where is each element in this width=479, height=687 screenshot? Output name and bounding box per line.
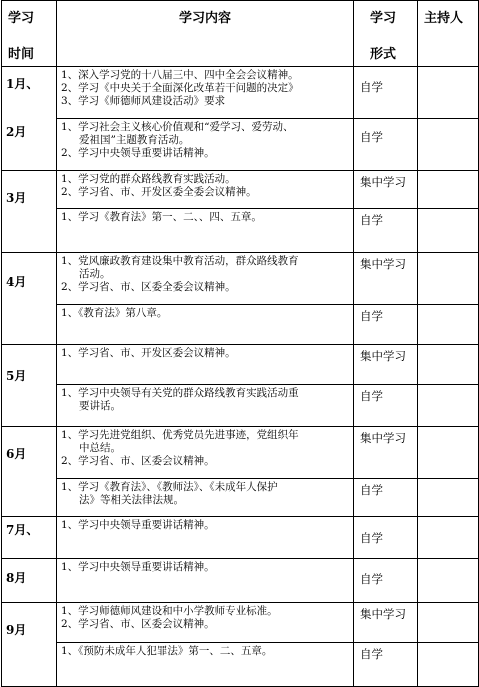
list-item: 1、学习党的群众路线教育实践活动。 [61, 173, 236, 185]
header-content-cell [57, 1, 354, 67]
month-label: 7月、 [6, 523, 39, 537]
header-host-cell [418, 1, 479, 67]
content-cell [57, 427, 354, 479]
form-cell [354, 67, 418, 119]
content-cell [57, 171, 354, 209]
header-row [2, 1, 479, 67]
month-cell [2, 517, 57, 559]
host-cell [418, 67, 479, 119]
list-item: 1、党风廉政教育建设集中教育活动，群众路线教育 [61, 255, 299, 267]
month-label: 2月 [6, 125, 27, 139]
form-value: 自学 [360, 572, 383, 586]
content-cell [57, 209, 354, 253]
form-cell [354, 253, 418, 305]
table-row [2, 67, 479, 119]
list-item: 1、学习中央领导有关党的群众路线教育实践活动重 [61, 387, 299, 399]
content-cell [57, 479, 354, 517]
form-value: 自学 [360, 130, 383, 144]
month-label: 1月、 [6, 77, 39, 91]
form-cell [354, 385, 418, 427]
host-cell [418, 385, 479, 427]
table-row [2, 385, 479, 427]
form-cell [354, 427, 418, 479]
header-host: 主持人 [424, 11, 464, 26]
content-cell [57, 517, 354, 559]
form-cell [354, 559, 418, 603]
list-item: 2、学习中央领导重要讲话精神。 [61, 147, 215, 159]
list-item: 1、学习中央领导重要讲话精神。 [61, 561, 215, 573]
table-row [2, 517, 479, 559]
form-value: 自学 [360, 531, 383, 545]
content-cell [57, 119, 354, 171]
form-value: 自学 [360, 309, 383, 323]
form-value: 自学 [360, 80, 383, 94]
form-value: 自学 [360, 647, 383, 661]
month-label: 4月 [6, 275, 27, 289]
host-cell [418, 559, 479, 603]
table-row [2, 643, 479, 687]
month-label: 8月 [6, 571, 27, 585]
host-cell [418, 479, 479, 517]
form-cell [354, 119, 418, 171]
table-row [2, 345, 479, 385]
content-cell [57, 643, 354, 687]
content-cell [57, 345, 354, 385]
list-item: 1、学习先进党组织、优秀党员先进事迹，党组织年 [61, 429, 299, 441]
month-label: 3月 [6, 191, 27, 205]
list-item: 2、学习省、市、开发区委全委会议精神。 [61, 186, 257, 198]
month-cell [2, 427, 57, 517]
list-item: 2、学习省、市、区委全委会议精神。 [61, 281, 236, 293]
content-cell [57, 253, 354, 305]
table-row [2, 171, 479, 209]
form-value: 集中学习 [360, 175, 406, 189]
header-time-line1: 学习 [8, 11, 35, 26]
form-cell [354, 643, 418, 687]
host-cell [418, 517, 479, 559]
list-item: 1、学习省、市、开发区委会议精神。 [61, 347, 236, 359]
form-cell [354, 171, 418, 209]
list-item: 活动。 [79, 268, 111, 280]
list-item: 1、学习中央领导重要讲话精神。 [61, 519, 215, 531]
table-row [2, 305, 479, 345]
content-cell [57, 385, 354, 427]
header-form-cell [354, 1, 418, 67]
form-value: 集中学习 [360, 349, 406, 363]
list-item: 2、学习《中央关于全面深化改革若干问题的决定》 [61, 82, 299, 94]
table-row [2, 119, 479, 171]
month-cell [2, 345, 57, 427]
list-item: 2、学习省、市、区委会议精神。 [61, 618, 215, 630]
host-cell [418, 253, 479, 305]
form-cell [354, 479, 418, 517]
list-item: 3、学习《师德师风建设活动》要求 [61, 95, 226, 107]
header-time-line2: 时间 [8, 47, 35, 62]
month-cell [2, 559, 57, 603]
list-item: 1、《教育法》第八章。 [61, 307, 168, 319]
host-cell [418, 643, 479, 687]
table-row [2, 209, 479, 253]
form-cell [354, 305, 418, 345]
table-row [2, 559, 479, 603]
list-item: 中总结。 [79, 442, 121, 454]
list-item: 要讲话。 [79, 400, 121, 412]
list-item: 2、学习省、市、区委会议精神。 [61, 455, 215, 467]
month-cell [2, 171, 57, 253]
month-cell [2, 253, 57, 345]
list-item: 1、深入学习党的十八届三中、四中全会会议精神。 [61, 69, 299, 81]
form-value: 集中学习 [360, 431, 406, 445]
form-cell [354, 345, 418, 385]
table-row [2, 603, 479, 643]
month-label: 9月 [6, 623, 27, 637]
month-label: 6月 [6, 447, 27, 461]
month-label: 5月 [6, 369, 27, 383]
content-cell [57, 305, 354, 345]
content-cell [57, 67, 354, 119]
list-item: 1、学习社会主义核心价值观和“爱学习、爱劳动、 [61, 121, 294, 133]
form-value: 自学 [360, 483, 383, 497]
table-row [2, 479, 479, 517]
host-cell [418, 427, 479, 479]
list-item: 1、学习师德师风建设和中小学教师专业标准。 [61, 605, 278, 617]
header-content: 学习内容 [178, 11, 231, 26]
content-cell [57, 559, 354, 603]
list-item: 爱祖国”主题教育活动。 [79, 134, 190, 146]
form-cell [354, 603, 418, 643]
host-cell [418, 119, 479, 171]
host-cell [418, 305, 479, 345]
list-item: 1、学习《教育法》、《教师法》、《未成年人保护 [61, 481, 278, 493]
host-cell [418, 209, 479, 253]
month-cell [2, 603, 57, 687]
form-value: 自学 [360, 389, 383, 403]
form-value: 集中学习 [360, 257, 406, 271]
month-cell [2, 67, 57, 171]
content-cell [57, 603, 354, 643]
list-item: 法》等相关法律法规。 [79, 494, 184, 506]
list-item: 1、学习《教育法》第一、二、、四、五章。 [61, 211, 262, 223]
form-cell [354, 517, 418, 559]
header-form-line2: 形式 [370, 47, 397, 62]
host-cell [418, 171, 479, 209]
form-value: 自学 [360, 213, 383, 227]
header-time-cell [2, 1, 57, 67]
table-row [2, 253, 479, 305]
host-cell [418, 345, 479, 385]
host-cell [418, 603, 479, 643]
header-form-line1: 学习 [370, 11, 397, 26]
form-cell [354, 209, 418, 253]
study-schedule-table [1, 0, 479, 687]
table-row [2, 427, 479, 479]
list-item: 1、《预防未成年人犯罪法》第一、二、五章。 [61, 645, 273, 657]
form-value: 集中学习 [360, 607, 406, 621]
